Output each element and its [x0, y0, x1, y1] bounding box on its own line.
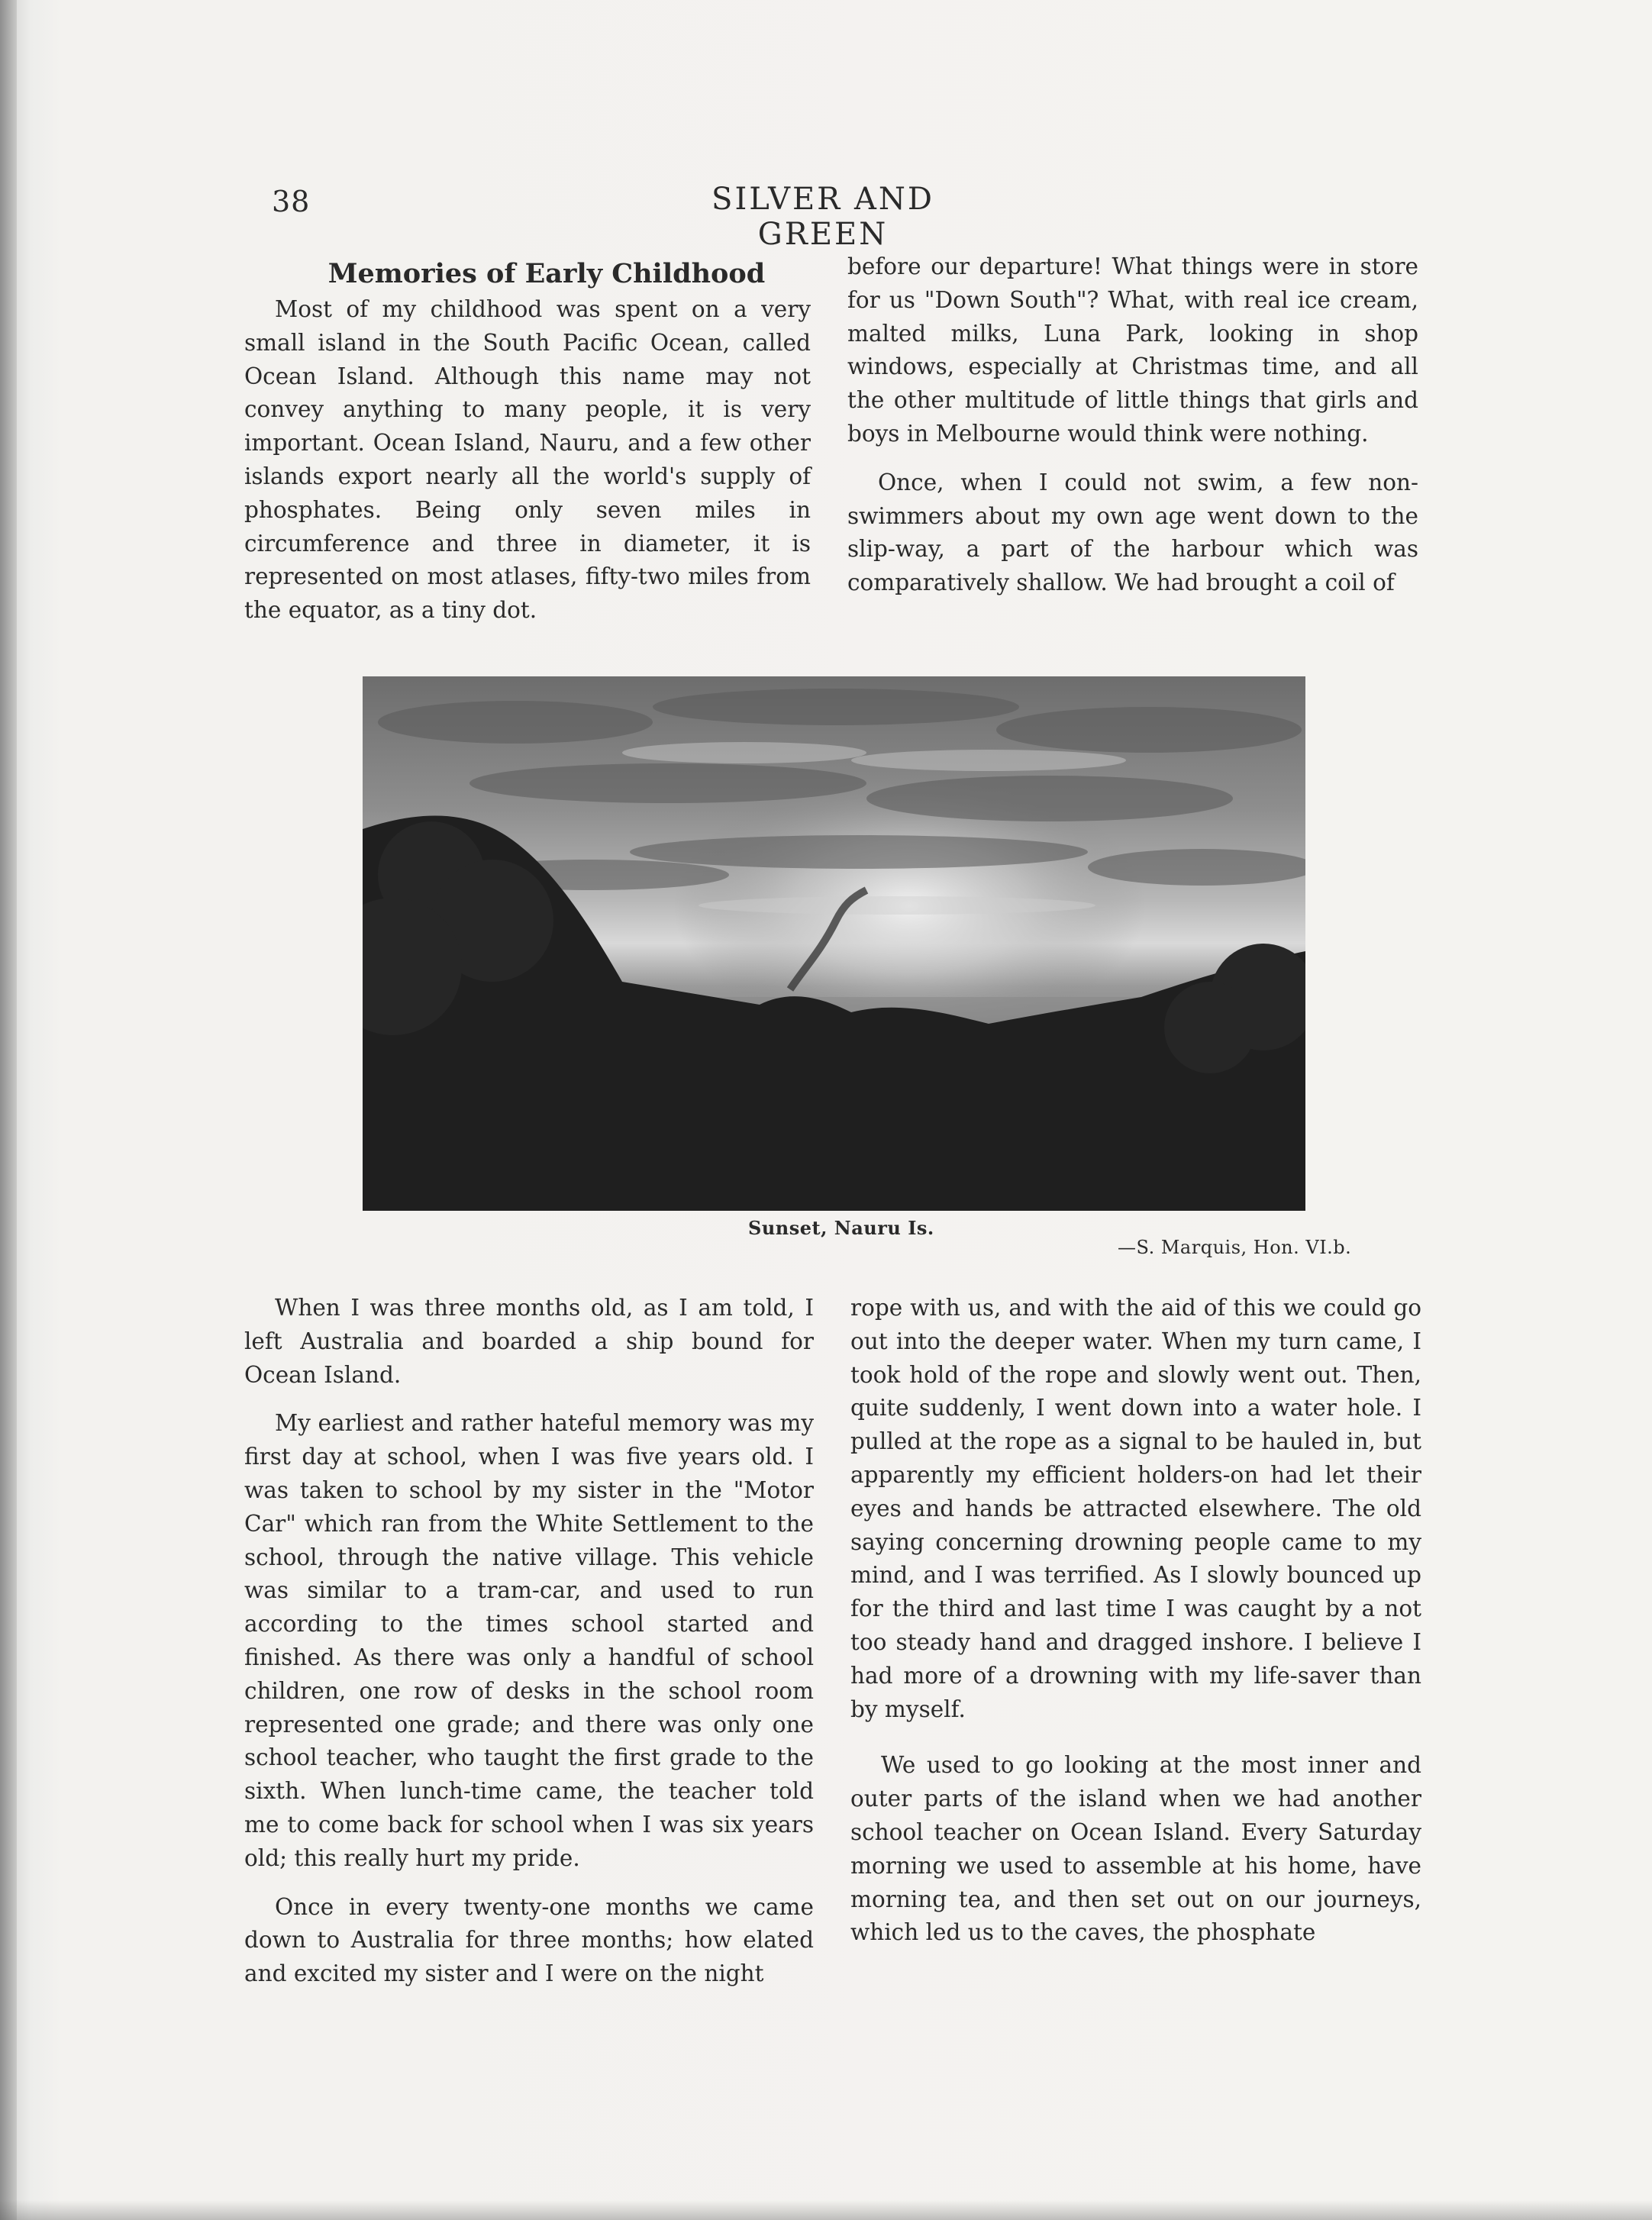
article-title: Memories of Early Childhood: [327, 258, 766, 289]
page-number: 38: [272, 185, 311, 218]
paragraph: rope with us, and with the aid of this we could go out into the deeper water. When my turn came, I took hold of the rope and slowly went out. Then, quite suddenly, I went down into a water hole. I pulled at the rope as a signal to be hauled in, but apparently my efficient holders-on had let their eyes and hands be attracted elsewhere. The old saying concerning drowning people came to my mind, and I was terrified. As I slowly bounced up for the third and last time I was caught by a not too steady hand and dragged inshore. I believe I had more of a drowning with my life-saver than by myself.: [850, 1295, 1421, 1722]
page-bottom-edge: [0, 2200, 1652, 2220]
paragraph: Once in every twenty-one months we came down to Australia for three months; how elated and excited my sister and I were on the night: [244, 1893, 814, 1987]
photo-credit: —S. Marquis, Hon. VI.b.: [1118, 1237, 1352, 1258]
column-bottom-right: [850, 1292, 1421, 1950]
sunset-image: [363, 676, 1305, 1211]
running-head: SILVER AND GREEN: [711, 182, 934, 252]
paragraph: We used to go looking at the most inner and outer parts of the island when we had another school teacher on Ocean Island. Every Saturday morning we used to assemble at his home, have morning tea, and then set out on our journeys, which led us to the caves, the phosphate: [850, 1752, 1421, 1946]
photo-caption: Sunset, Nauru Is.: [748, 1217, 934, 1239]
sunset-photograph: [363, 676, 1305, 1211]
paragraph: before our departure! What things were in store for us "Down South"? What, with real ice cream, malted milks, Luna Park, looking in shop windows, especially at Christmas time, and all the other multitude of little things that girls and boys in Melbourne would think were nothing.: [847, 253, 1418, 447]
paragraph: When I was three months old, as I am told, I left Australia and boarded a ship bound for Ocean Island.: [244, 1295, 814, 1388]
book-spine: [0, 0, 17, 2220]
column-top-right: [847, 250, 1418, 600]
column-top-left: [244, 257, 811, 628]
paragraph: Once, when I could not swim, a few non-swimmers about my own age went down to the slip-way, a part of the harbour which was comparatively shallow. We had brought a coil of: [847, 469, 1418, 596]
paragraph: Most of my childhood was spent on a very small island in the South Pacific Ocean, called Ocean Island. Although this name may not convey anything to many people, it is very important. Ocean Island, Nauru, and a few other islands export nearly all the world's supply of phosphates. Being only seven miles in circumference and three in diameter, it is represented on most atlases, fifty-two miles from the equator, as a tiny dot.: [244, 296, 811, 624]
column-bottom-left: [244, 1292, 814, 1991]
paragraph: My earliest and rather hateful memory was my first day at school, when I was five years old. I was taken to school by my sister in the "Motor Car" which ran from the White Settlement to the school, through the native village. This vehicle was similar to a tram-car, and used to run according to the times school started and finished. As there was only a handful of school children, one row of desks in the school room represented one grade; and there was only one school teacher, who taught the first grade to the sixth. When lunch-time came, the teacher told me to come back for school when I was six years old; this really hurt my pride.: [244, 1410, 814, 1871]
